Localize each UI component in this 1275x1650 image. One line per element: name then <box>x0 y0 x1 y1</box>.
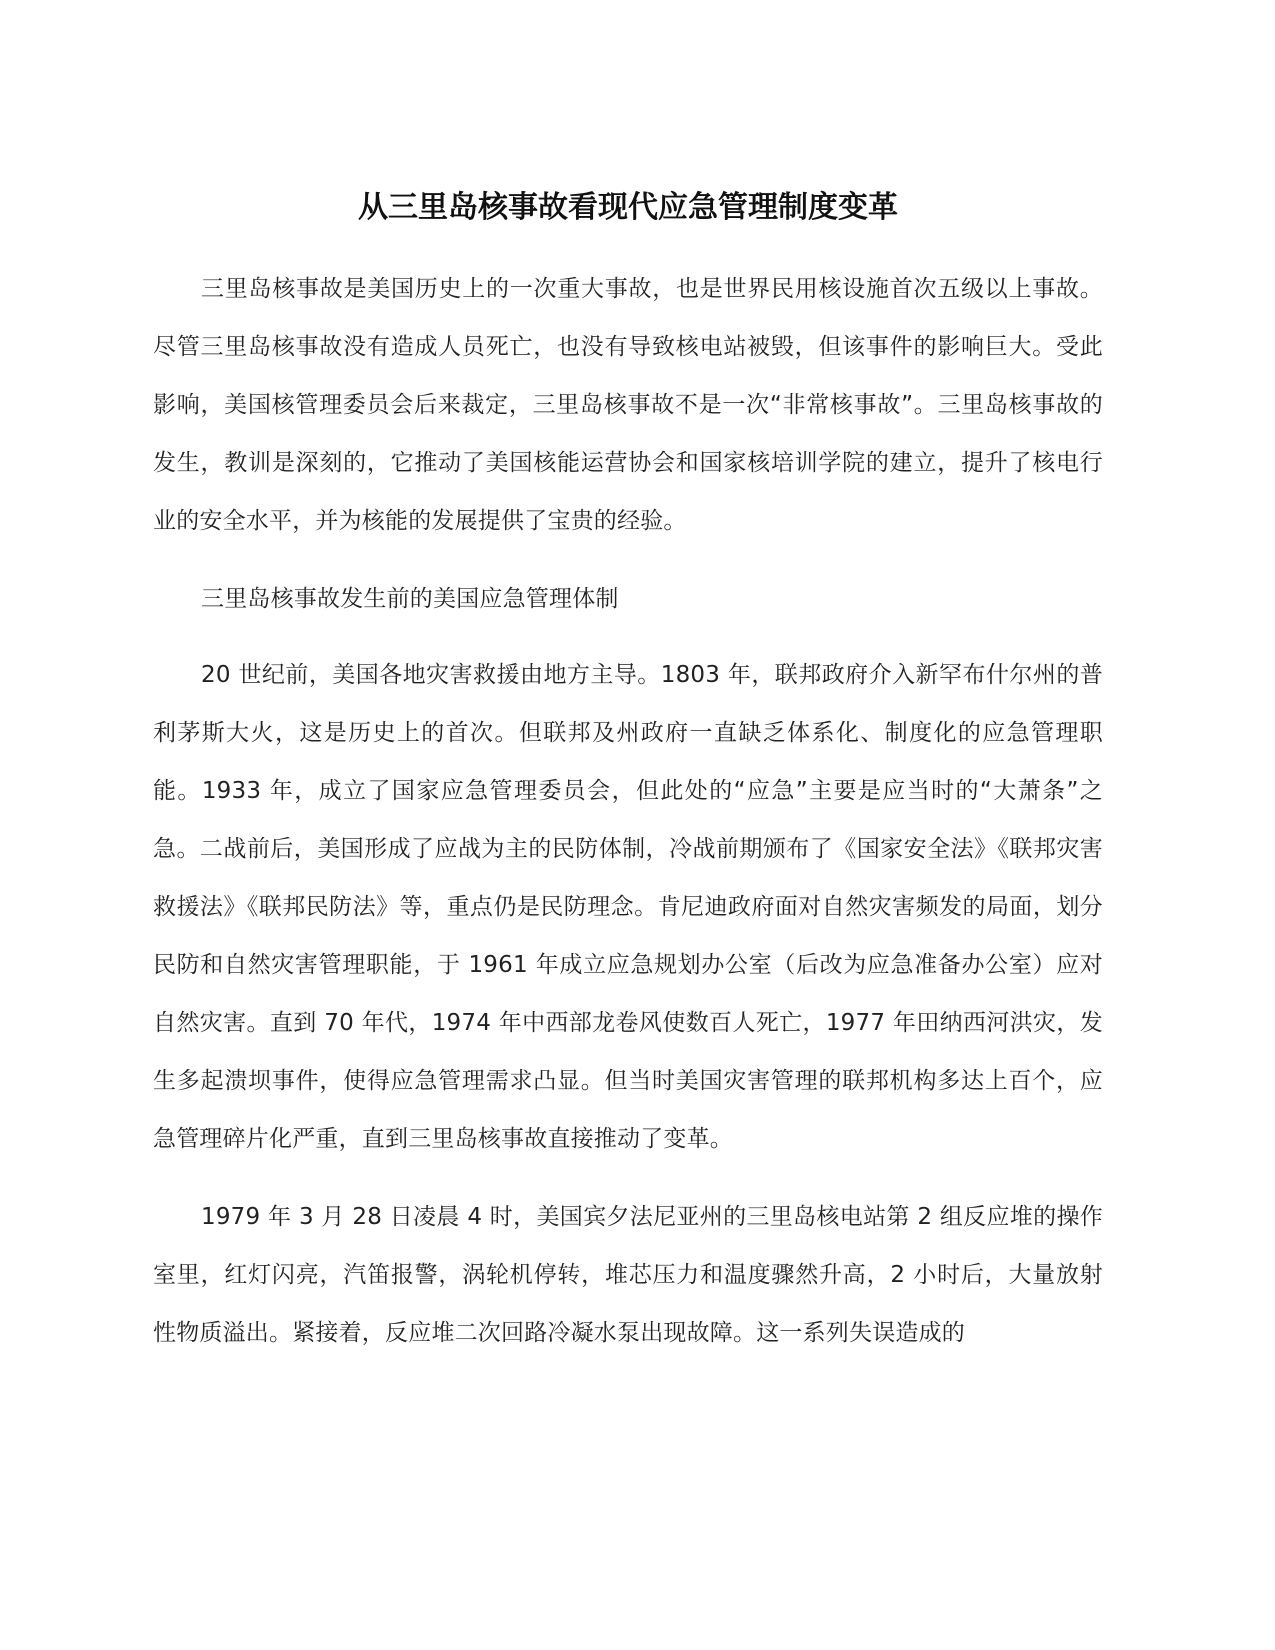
document-title: 从三里岛核事故看现代应急管理制度变革 <box>358 190 898 225</box>
section-heading: 三里岛核事故发生前的美国应急管理体制 <box>201 586 619 612</box>
document-body <box>153 188 1103 1382</box>
paragraph-history: 20 世纪前，美国各地灾害救援由地方主导。1803 年，联邦政府介入新罕布什尔州的普利茅斯大火，这是历史上的首次。但联邦及州政府一直缺乏体系化、制度化的应急管理职能。1933 年，成立了国家应急管理委员会，但此处的“应急”主要是应当时的“大萧条”之急。二战前后，美国形成了应战为主的民防体制，冷战前期颁布了《国家安全法》《联邦灾害救援法》《联邦民防法》等，重点仍是民防理念。肯尼迪政府面对自然灾害频发的局面，划分民防和自然灾害管理职能，于 1961 年成立应急规划办公室（后改为应急准备办公室）应对自然灾害。直到 70 年代，1974 年中西部龙卷风使数百人死亡，1977 年田纳西河洪灾，发生多起溃坝事件，使得应急管理需求凸显。但当时美国灾害管理的联邦机构多达上百个，应急管理碎片化严重，直到三里岛核事故直接推动了变革。 <box>153 662 1103 1152</box>
paragraph-accident: 1979 年 3 月 28 日凌晨 4 时，美国宾夕法尼亚州的三里岛核电站第 2 组反应堆的操作室里，红灯闪亮，汽笛报警，涡轮机停转，堆芯压力和温度骤然升高，2 小时后，大量放射性物质溢出。紧接着，反应堆二次回路冷凝水泵出现故障。这一系列失误造成的 <box>153 1204 1103 1346</box>
paragraph-intro: 三里岛核事故是美国历史上的一次重大事故，也是世界民用核设施首次五级以上事故。尽管三里岛核事故没有造成人员死亡，也没有导致核电站被毁，但该事件的影响巨大。受此影响，美国核管理委员会后来裁定，三里岛核事故不是一次“非常核事故”。三里岛核事故的发生，教训是深刻的，它推动了美国核能运营协会和国家核培训学院的建立，提升了核电行业的安全水平，并为核能的发展提供了宝贵的经验。 <box>153 276 1103 534</box>
